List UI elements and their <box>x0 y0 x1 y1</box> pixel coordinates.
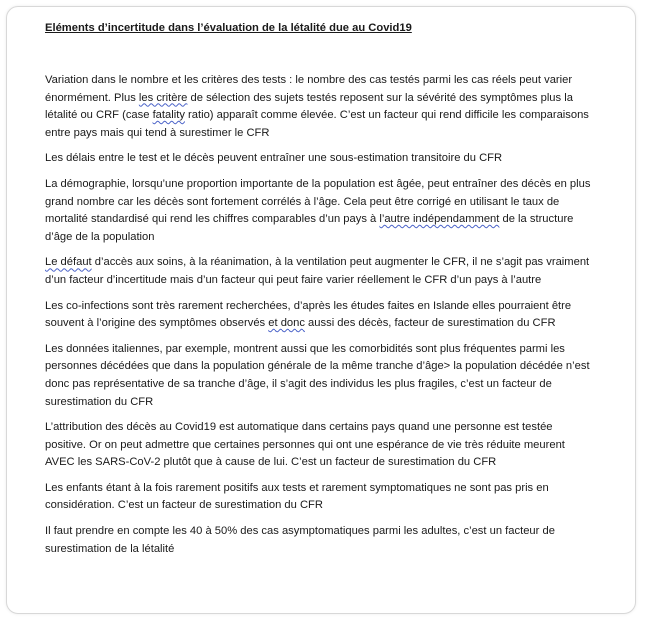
paragraph-text: ratio) apparaît comme élevée. C’est un facteur qui rend difficile les comparaisons entre pays mais qui tend à surestimer le CFR <box>45 109 589 139</box>
paragraph <box>45 523 593 558</box>
spellcheck-flagged-text: Le défaut <box>45 256 92 269</box>
paragraph-text: Les enfants étant à la fois rarement positifs aux tests et rarement symptomatiques ne sont pas pris en considération. C’est un facteur de surestimation du CFR <box>45 481 549 512</box>
paragraph-text: aussi des décès, facteur de surestimation du CFR <box>304 317 556 330</box>
document-body <box>45 21 593 566</box>
paragraph <box>45 72 593 142</box>
paragraph-text: de la structure d’âge de la population <box>45 213 574 243</box>
paragraph-text: Les délais entre le test et le décès peuvent entraîner une sous-estimation transitoire du CFR <box>45 152 503 165</box>
spellcheck-flagged-text: l’autre indépendamment <box>379 213 500 226</box>
spellcheck-flagged-text: les critère <box>138 91 188 104</box>
spellcheck-flagged-text: fatality <box>152 109 185 122</box>
paragraph-text: L’attribution des décès au Covid19 est automatique dans certains pays quand une personne est testée positive. Or on peut admettre que certaines personnes qui ont une espérance de vie très réduite meurent AVEC les SARS-CoV-2 plutôt que à cause de lui. C’est un facteur de surestimation du CFR <box>45 421 565 469</box>
spellcheck-flagged-text: et donc <box>268 317 305 330</box>
paragraph-text: de sélection des sujets testés reposent sur la sévérité des symptômes plus la létalité ou CRF (case <box>45 91 573 122</box>
paragraph-text: Les données italiennes, par exemple, montrent aussi que les comorbidités sont plus fréquentes parmi les personnes décédées que dans la population générale de la même tranche d’âge> la population décédée n’est donc pas représentative de sa tranche d’âge, il s’agit des individus les plus fragiles, c’est un facteur de surestimation du CFR <box>45 342 590 408</box>
paragraph <box>45 298 593 333</box>
paragraph-list <box>45 72 593 558</box>
paragraph <box>45 254 593 289</box>
paragraph <box>45 150 593 168</box>
paragraph-text: d’accès aux soins, à la réanimation, à la ventilation peut augmenter le CFR, il ne s’agit pas vraiment d’un facteur d’incertitude mais d’un facteur qui peut faire varier réellement le CFR d’un pays à l’autre <box>45 256 590 286</box>
paragraph-text: Variation dans le nombre et les critères des tests : le nombre des cas testés parmi les cas réels peut varier énormément. Plus <box>45 74 573 104</box>
document-title: Eléments d’incertitude dans l’évaluation de la létalité due au Covid19 <box>45 22 412 34</box>
paragraph-text: Les co-infections sont très rarement recherchées, d’après les études faites en Islande elles pourraient être souvent à l’origine des symptômes observés <box>45 299 572 330</box>
paragraph <box>45 480 593 515</box>
paragraph <box>45 176 593 246</box>
paragraph <box>45 419 593 472</box>
paragraph-text: La démographie, lorsqu’une proportion importante de la population est âgée, peut entraîner des décès en plus grand nombre car les décès sont fortement corrélés à l’âge. Cela peut être corrigé en utilisant le taux de mortalité standardisé qui rend les chiffres comparables d’un pays à <box>45 177 591 226</box>
document-page <box>6 6 636 614</box>
paragraph <box>45 341 593 411</box>
paragraph-text: Il faut prendre en compte les 40 à 50% des cas asymptomatiques parmi les adultes, c’est un facteur de surestimation de la létalité <box>45 525 555 555</box>
